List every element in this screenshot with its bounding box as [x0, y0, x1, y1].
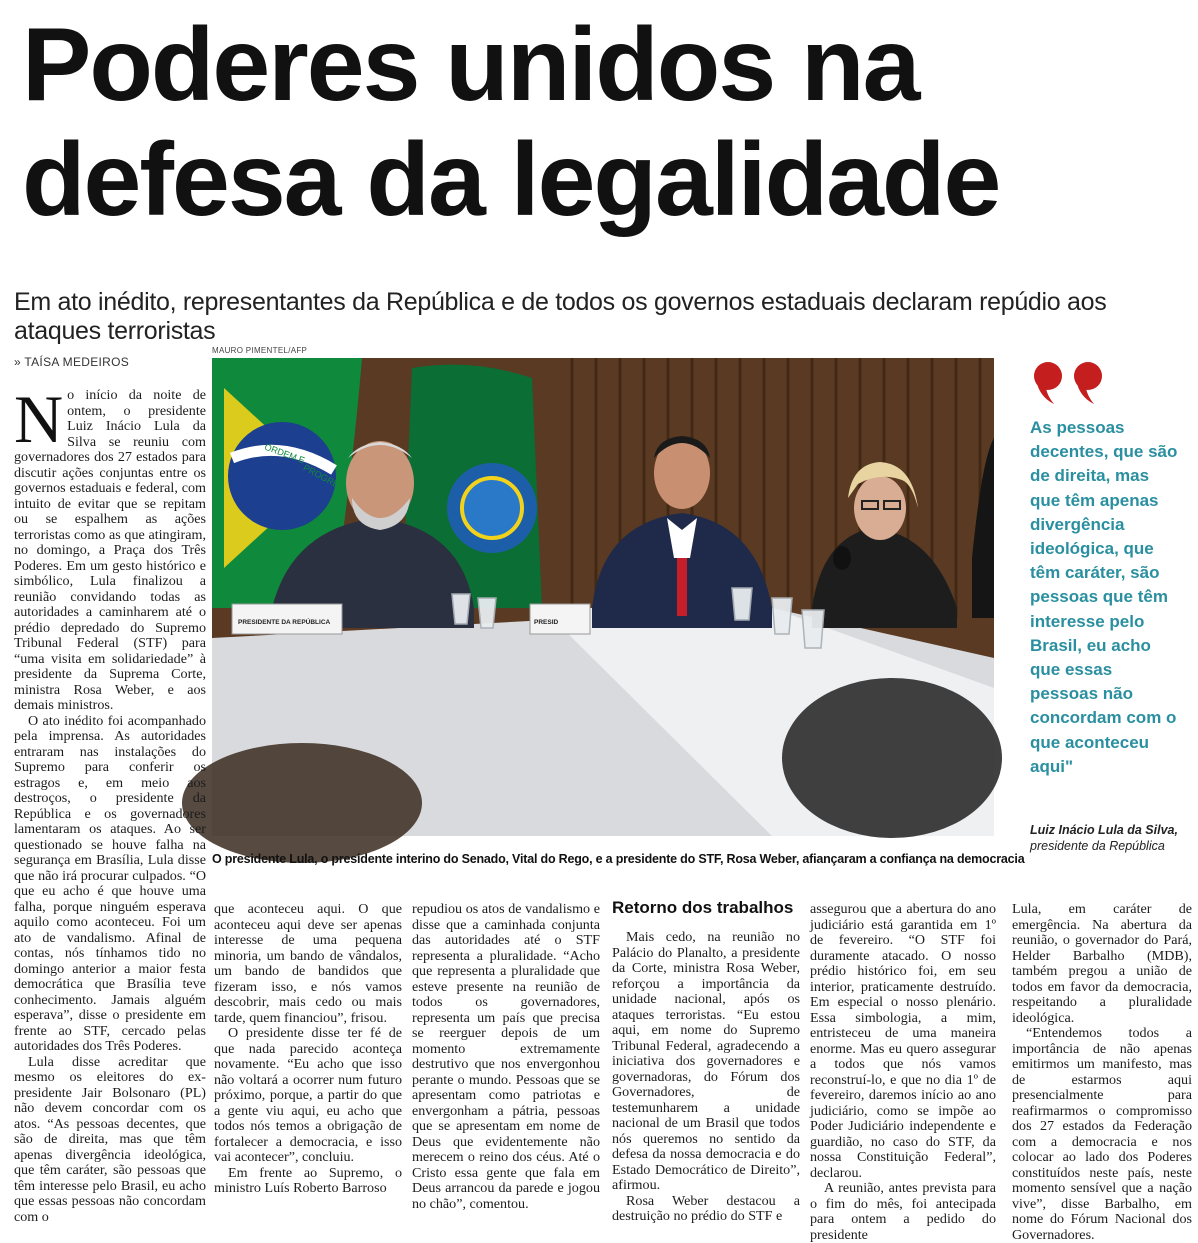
- quote-marks-icon: [1032, 360, 1112, 411]
- article-paragraph: que aconteceu aqui. O que aconteceu aqui deve ser apenas interesse de uma pequena minoria, um bando de vândalos, um bando de bandidos que fizeram isso, e nós vamos descobrir, mais cedo ou mais tarde, quem financiou”, frisou.: [214, 901, 402, 1026]
- headline-line-1: Poderes unidos na: [22, 7, 919, 123]
- article-paragraph: o início da noite de ontem, o presidente Luiz Inácio Lula da Silva se reuniu com governadores dos 27 estados para discutir ações conjuntas entre os governos estaduais e federal, com intuito de evitar que se repitam ou se espalhem as ações terroristas como as que atingiram, no domingo, a Praça dos Três Poderes. Em um gesto histórico e simbólico, Lula finalizou a reunião convidando todas as autoridades a caminharem até o prédio depredado do Supremo Tribunal Federal (STF) para “uma visita em solidariedade” à presidente da Suprema Corte, ministra Rosa Weber, e aos demais ministros.: [14, 387, 206, 713]
- article-paragraph: O presidente disse ter fé de que nada parecido aconteça novamente. “Eu acho que isso não voltará a ocorrer num futuro próximo, porque, a partir do que a gente viu aqui, eu acho que todos nós temos a obrigação de fortalecer a democracia, e isso vai acontecer”, concluiu.: [214, 1025, 402, 1165]
- subheadline: Em ato inédito, representantes da República e de todos os governos estaduais declaram repúdio aos ataques terroristas: [14, 288, 1107, 345]
- article-paragraph: Lula disse acreditar que mesmo os eleitores do ex-presidente Jair Bolsonaro (PL) não devem concordar com os atos. “As pessoas decentes, que são de direita, mas que têm apenas divergência ideológica, que têm caráter, são pessoas que têm interesse pelo Brasil, eu acho que essas pessoas não concordam com o: [14, 1053, 206, 1225]
- article-paragraph: Mais cedo, na reunião no Palácio do Planalto, a presidente da Corte, ministra Rosa Weber, reforçou a importância da unidade nacional, após os ataques terroristas. “Eu estou aqui, em nome do Supremo Tribunal Federal, agradecendo a iniciativa dos governadores e governadoras, do Fórum dos Governadores, de testemunharem a unidade nacional de um Brasil que todos nós queremos no sentido da defesa da nossa democracia e do Estado Democrático de Direito”, afirmou.: [612, 929, 800, 1193]
- flag-banner-text-2: PROGRE: [301, 462, 341, 490]
- quote-author-name: Luiz Inácio Lula da Silva,: [1030, 823, 1178, 837]
- article-paragraph: O ato inédito foi acompanhado pela imprensa. As autoridades entraram nas instalações do Supremo para conferir os estragos e, em meio aos destroços, o presidente da República e os governadores lamentaram os ataques. Ao ser questionado se houve falha na segurança em Brasília, Lula disse que não irá procurar culpados. “O que eu acho é que houve uma falha, porque ninguém esperava aquilo como aconteceu. Foi um ato de vandalismo. Afinal de contas, nós tínhamos tido no domingo anterior a maior festa democrática que Brasília teve conhecimento. Jamais alguém esperava”, disse o presidente em frente ao STF, cercado pelas autoridades dos Três Poderes.: [14, 712, 206, 1054]
- article-paragraph: Lula, em caráter de emergência. Na abertura da reunião, o governador do Pará, Helder Barbalho (MDB), também pregou a união de todos em favor da democracia, respeitando a pluralidade ideológica.: [1012, 901, 1192, 1026]
- drop-cap: N: [14, 381, 64, 457]
- name-placard-1: PRESIDENTE DA REPÚBLICA: [238, 619, 331, 626]
- article-paragraph: repudiou os atos de vandalismo e disse que a caminhada conjunta das autoridades até o STF representa a pluralidade. “Acho que representa a pluralidade que esteve presente na reunião de todos os governadores, representa um país que precisa se reerguer depois de um momento extremamente destrutivo que nos envergonhou perante o mundo. Pessoas que se apresentam como patriotas e envergonham a pátria, pessoas que se apresentam em nome de Deus que evidentemente não merecem o reino dos céus. Até o Cristo essa gente que fala em Deus arrancou da parede e jogou no chão”, comentou.: [412, 901, 600, 1212]
- name-placard-2: PRESID: [534, 619, 559, 626]
- article-paragraph: Em frente ao Supremo, o ministro Luís Roberto Barroso: [214, 1164, 402, 1196]
- quote-attribution: [1030, 822, 1190, 854]
- article-paragraph: Rosa Weber destacou a destruição no prédio do STF e: [612, 1192, 800, 1224]
- byline: » TAÍSA MEDEIROS: [14, 355, 130, 369]
- article-paragraph: assegurou que a abertura do ano judiciário está garantida em 1º de fevereiro. “O STF foi duramente atacado. O nosso prédio histórico foi, em seu interior, praticamente destruído. Em especial o nosso plenário. Essa simbologia, a mim, entristeceu de uma maneira enorme. Mas eu quero assegurar a todos que nós vamos reconstruí-lo, e que no dia 1º de fevereiro, daremos início ao ano judiciário, como se impõe ao Poder Judiciário independente e guardião, no caso do STF, da nossa Constituição Federal”, declarou.: [810, 901, 996, 1181]
- pull-quote: As pessoas decentes, que são de direita, mas que têm apenas divergência ideológica, que têm caráter, são pessoas que têm interesse pelo Brasil, eu acho que essas pessoas não concordam com o que aconteceu aqui": [1030, 418, 1178, 776]
- article-column-3: [412, 901, 600, 1212]
- article-column-4: [612, 929, 800, 1224]
- headline: [22, 8, 1192, 238]
- article-column-2: [214, 902, 402, 1198]
- headline-line-2: defesa da legalidade: [22, 122, 1000, 238]
- news-photo: [212, 358, 994, 836]
- section-subtitle: Retorno dos trabalhos: [612, 898, 794, 917]
- photo-caption: O presidente Lula, o presidente interino do Senado, Vital do Rego, e a presidente do STF, Rosa Weber, afiançaram a confiança na democracia: [212, 852, 1025, 866]
- article-column-5: [810, 901, 996, 1243]
- article-column-1: [14, 381, 206, 1225]
- flag-banner-text-1: ORDEM E: [263, 441, 307, 466]
- photo-illustration: [212, 358, 994, 836]
- article-paragraph: A reunião, antes prevista para o fim do mês, foi antecipada para ontem a pedido do presidente: [810, 1180, 996, 1243]
- article-column-6: [1012, 901, 1192, 1243]
- quote-author-role: presidente da República: [1030, 839, 1165, 853]
- article-paragraph: “Entendemos todos a importância de não apenas emitirmos um manifesto, mas de estarmos aqui presencialmente para reafirmarmos o compromisso dos 27 estados da Federação com a democracia e nos colocar ao lado dos Poderes constituídos neste país, neste momento sensível que a nação vive”, disse Barbalho, em nome do Fórum Nacional dos Governadores.: [1012, 1025, 1192, 1243]
- photo-credit: MAURO PIMENTEL/AFP: [212, 346, 308, 355]
